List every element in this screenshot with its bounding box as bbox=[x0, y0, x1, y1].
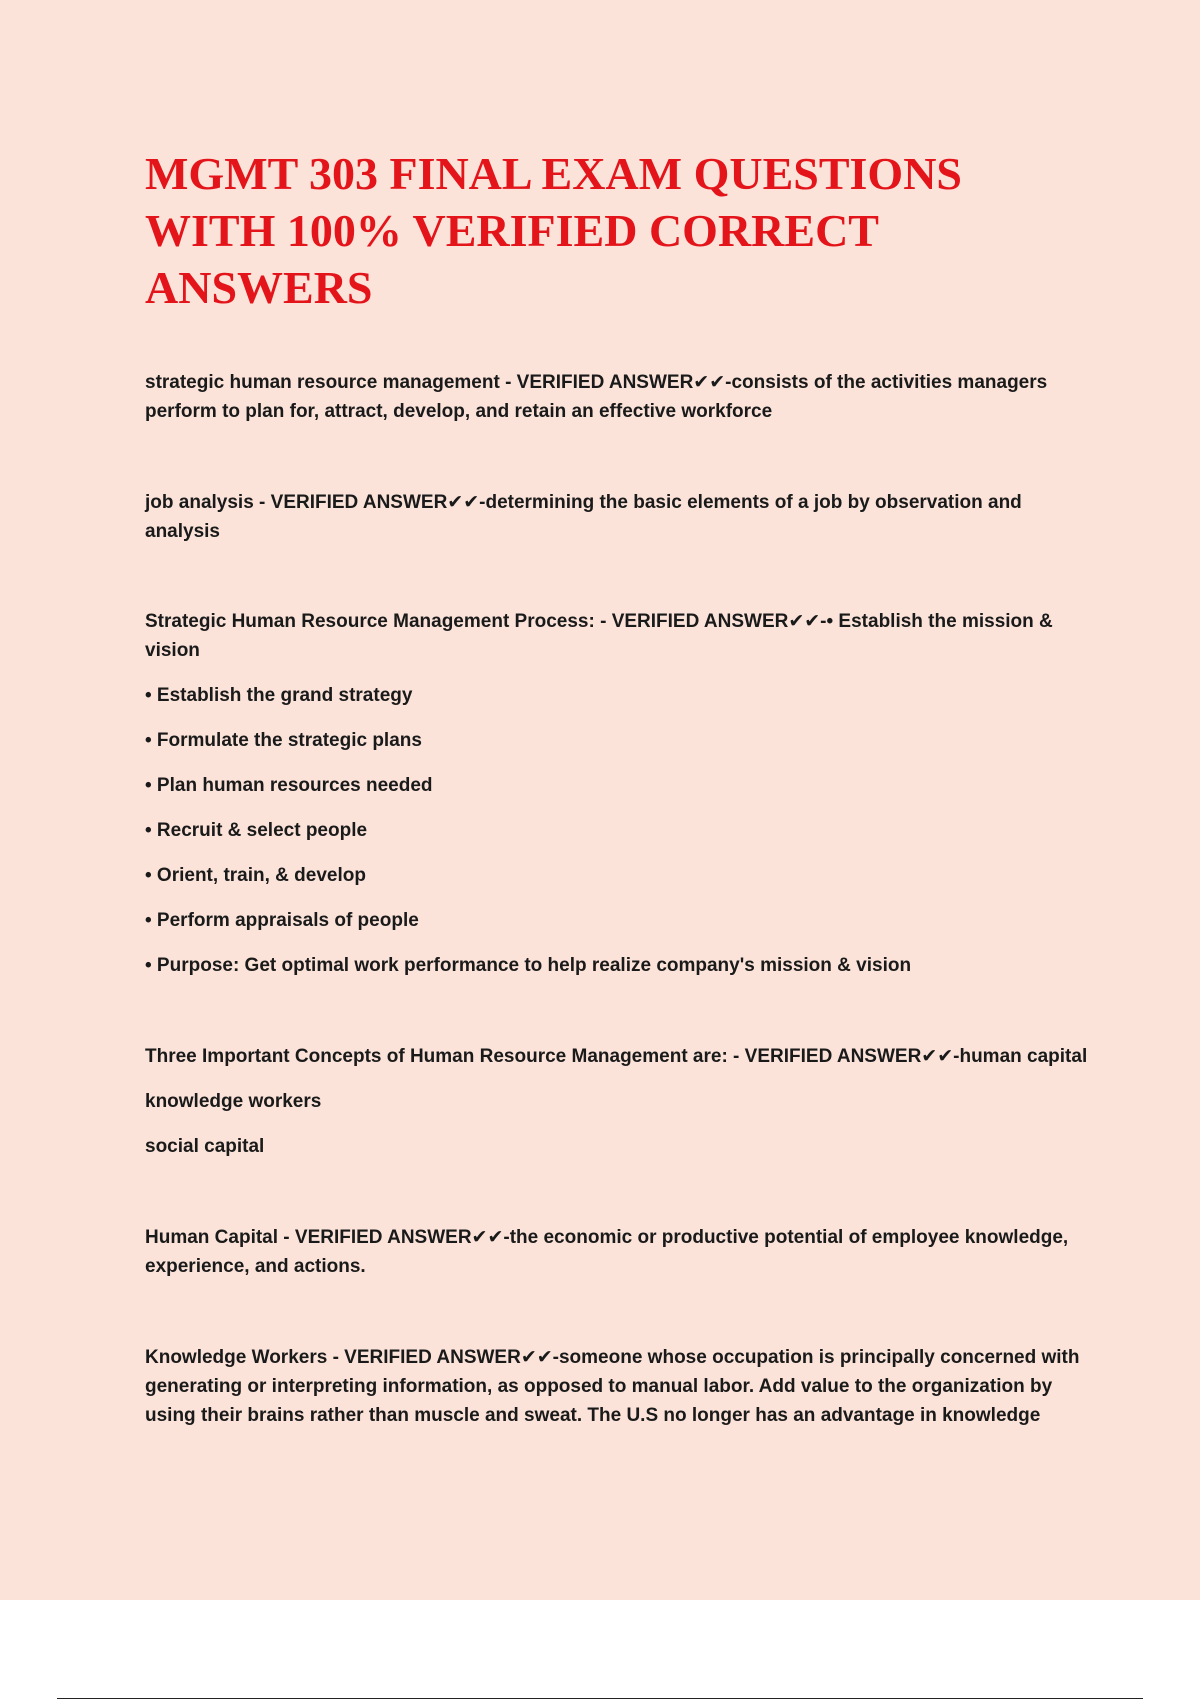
qa-text: Human Capital - VERIFIED ANSWER✔✔-the economic or productive potential of employee knowledge, experience, and actions. bbox=[145, 1227, 1069, 1277]
footer-divider bbox=[57, 1698, 1143, 1699]
bullet-line: • Recruit & select people bbox=[145, 820, 368, 841]
bullet-line: • Plan human resources needed bbox=[145, 775, 433, 796]
bullet-line: • Perform appraisals of people bbox=[145, 910, 419, 931]
bullet-line: • Establish the grand strategy bbox=[145, 685, 413, 706]
qa-entry bbox=[145, 1343, 1095, 1430]
qa-entry bbox=[145, 1223, 1095, 1281]
qa-entry bbox=[145, 1042, 1095, 1161]
bullet-line: • Formulate the strategic plans bbox=[145, 730, 422, 751]
qa-text: Strategic Human Resource Management Process: - VERIFIED ANSWER✔✔-• Establish the mission & vision bbox=[145, 611, 1053, 661]
qa-text: Knowledge Workers - VERIFIED ANSWER✔✔-someone whose occupation is principally concerned with generating or interpreting information, as opposed to manual labor. Add value to the organization by using their brains rather than muscle and sweat. The U.S no longer has an advantage in knowledge bbox=[145, 1347, 1080, 1426]
qa-entry bbox=[145, 488, 1095, 546]
qa-entry bbox=[145, 368, 1095, 426]
answer-line: knowledge workers bbox=[145, 1091, 322, 1112]
answer-line: social capital bbox=[145, 1136, 265, 1157]
document-content bbox=[145, 145, 1095, 1430]
bullet-line: • Purpose: Get optimal work performance to help realize company's mission & vision bbox=[145, 955, 912, 976]
qa-text: Three Important Concepts of Human Resource Management are: - VERIFIED ANSWER✔✔-human capital bbox=[145, 1046, 1088, 1067]
qa-text: job analysis - VERIFIED ANSWER✔✔-determining the basic elements of a job by observation and analysis bbox=[145, 492, 1022, 542]
document-title: MGMT 303 FINAL EXAM QUESTIONS WITH 100% VERIFIED CORRECT ANSWERS bbox=[145, 148, 963, 313]
bullet-line: • Orient, train, & develop bbox=[145, 865, 366, 886]
qa-entry bbox=[145, 607, 1095, 980]
qa-text: strategic human resource management - VERIFIED ANSWER✔✔-consists of the activities managers perform to plan for, attract, develop, and retain an effective workforce bbox=[145, 372, 1048, 422]
